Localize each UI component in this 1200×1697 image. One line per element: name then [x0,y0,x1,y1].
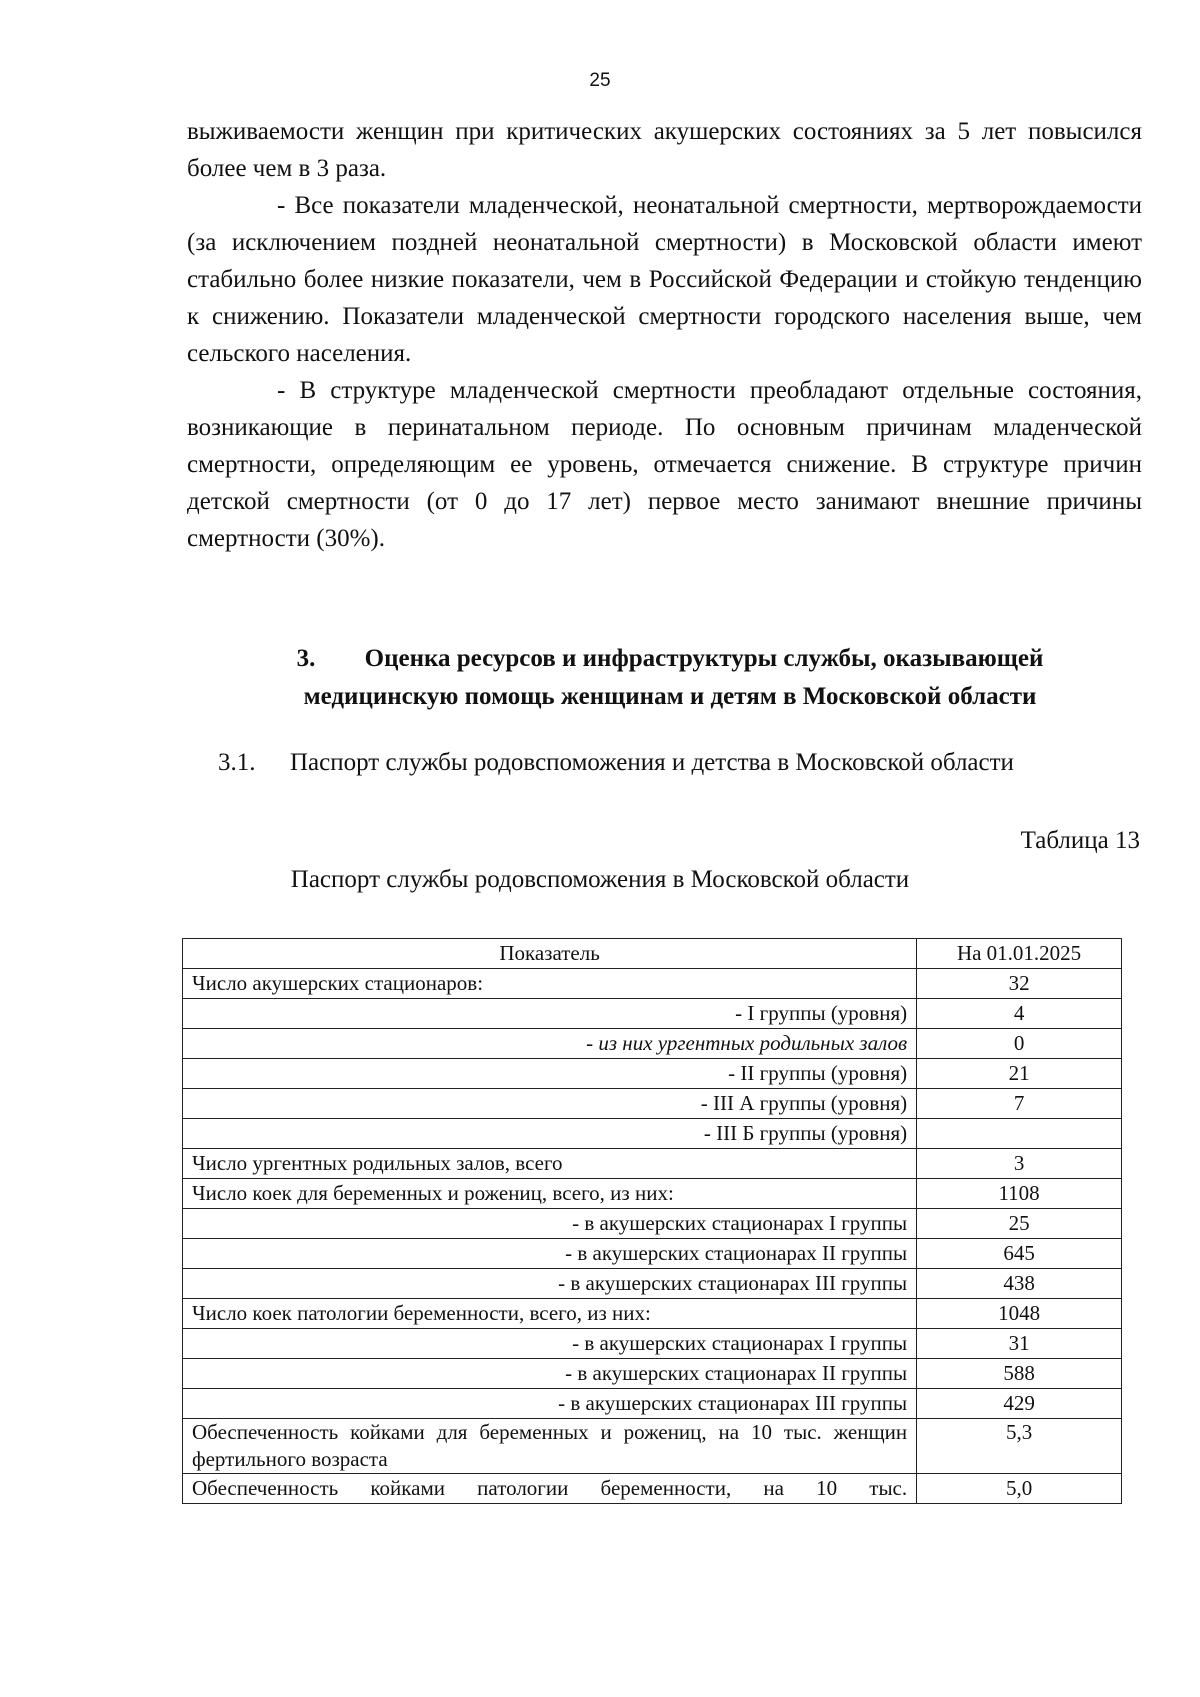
row-value: 31 [917,1329,1122,1359]
row-value: 645 [917,1239,1122,1269]
table-label: Таблица 13 [1020,827,1140,854]
row-label: - в акушерских стационарах I группы [183,1329,917,1359]
row-value: 0 [917,1029,1122,1059]
row-label: - в акушерских стационарах I группы [183,1209,917,1239]
row-label: - из них ургентных родильных залов [183,1029,917,1059]
row-label: Число акушерских стационаров: [183,969,917,999]
row-label: - III А группы (уровня) [183,1089,917,1119]
row-label: Число коек для беременных и рожениц, всего, из них: [183,1179,917,1209]
row-label: Обеспеченность койками для беременных и рожениц, на 10 тыс. женщин фертильного возраста [183,1419,917,1474]
row-value: 1108 [917,1179,1122,1209]
body-text [187,113,1142,557]
row-label: - в акушерских стационарах II группы [183,1239,917,1269]
row-value: 32 [917,969,1122,999]
row-label: - III Б группы (уровня) [183,1119,917,1149]
paragraph-mortality-indicators: - Все показатели младенческой, неонатальной смертности, мертворождаемости (за исключением поздней неонатальной смертности) в Московской области имеют стабильно более низкие показатели, чем в Российской Федерации и стойкую тенденцию к снижению. Показатели младенческой смертности городского населения выше, чем сельского населения. [187,192,1142,367]
table-row [183,1209,1122,1239]
section-number: 3. [296,645,316,672]
table-row [183,1474,1122,1504]
header-indicator: Показатель [183,939,917,969]
row-value: 1048 [917,1299,1122,1329]
section-heading [240,640,1100,716]
row-value [917,1119,1122,1149]
row-value: 438 [917,1269,1122,1299]
table-row [183,969,1122,999]
subsection-number: 3.1. [218,749,256,776]
row-label: - в акушерских стационарах II группы [183,1359,917,1389]
row-value: 5,0 [917,1474,1122,1504]
row-value: 429 [917,1389,1122,1419]
row-label: - в акушерских стационарах III группы [183,1389,917,1419]
table-row [183,1059,1122,1089]
table-row [183,1389,1122,1419]
table-row [183,1359,1122,1389]
table-row [183,1239,1122,1269]
row-value: 3 [917,1149,1122,1179]
table-row [183,1299,1122,1329]
paragraph-survival: выживаемости женщин при критических акушерских состояниях за 5 лет повысился более чем в 3 раза. [187,118,1142,182]
row-value: 5,3 [917,1419,1122,1474]
row-label: Число ургентных родильных залов, всего [183,1149,917,1179]
row-value: 21 [917,1059,1122,1089]
row-value: 4 [917,999,1122,1029]
subsection-title: Паспорт службы родовспоможения и детства в Московской области [290,749,1014,776]
header-value: На 01.01.2025 [917,939,1122,969]
page-number: 25 [589,70,611,91]
passport-table [182,938,1122,1504]
row-label: - I группы (уровня) [183,999,917,1029]
table-row [183,1029,1122,1059]
table-row [183,999,1122,1029]
row-label: - II группы (уровня) [183,1059,917,1089]
table-row [183,1119,1122,1149]
table-caption: Паспорт службы родовспоможения в Московской области [290,866,910,893]
section-title: Оценка ресурсов и инфраструктуры службы, оказывающей медицинскую помощь женщинам и детям в Московской области [303,645,1044,710]
row-value: 25 [917,1209,1122,1239]
row-label: Обеспеченность койками патологии беременности, на 10 тыс. [183,1474,917,1504]
table-row [183,1179,1122,1209]
subsection-heading [218,745,1014,781]
table-row [183,1329,1122,1359]
row-value: 7 [917,1089,1122,1119]
table-row [183,1269,1122,1299]
table-row [183,1089,1122,1119]
row-label: Число коек патологии беременности, всего, из них: [183,1299,917,1329]
table-header-row [183,939,1122,969]
row-label: - в акушерских стационарах III группы [183,1269,917,1299]
table-row [183,1149,1122,1179]
paragraph-mortality-structure: - В структуре младенческой смертности преобладают отдельные состояния, возникающие в перинатальном периоде. По основным причинам младенческой смертности, определяющим ее уровень, отмечается снижение. В структуре причин детской смертности (от 0 до 17 лет) первое место занимают внешние причины смертности (30%). [187,377,1142,552]
row-value: 588 [917,1359,1122,1389]
table-row [183,1419,1122,1474]
